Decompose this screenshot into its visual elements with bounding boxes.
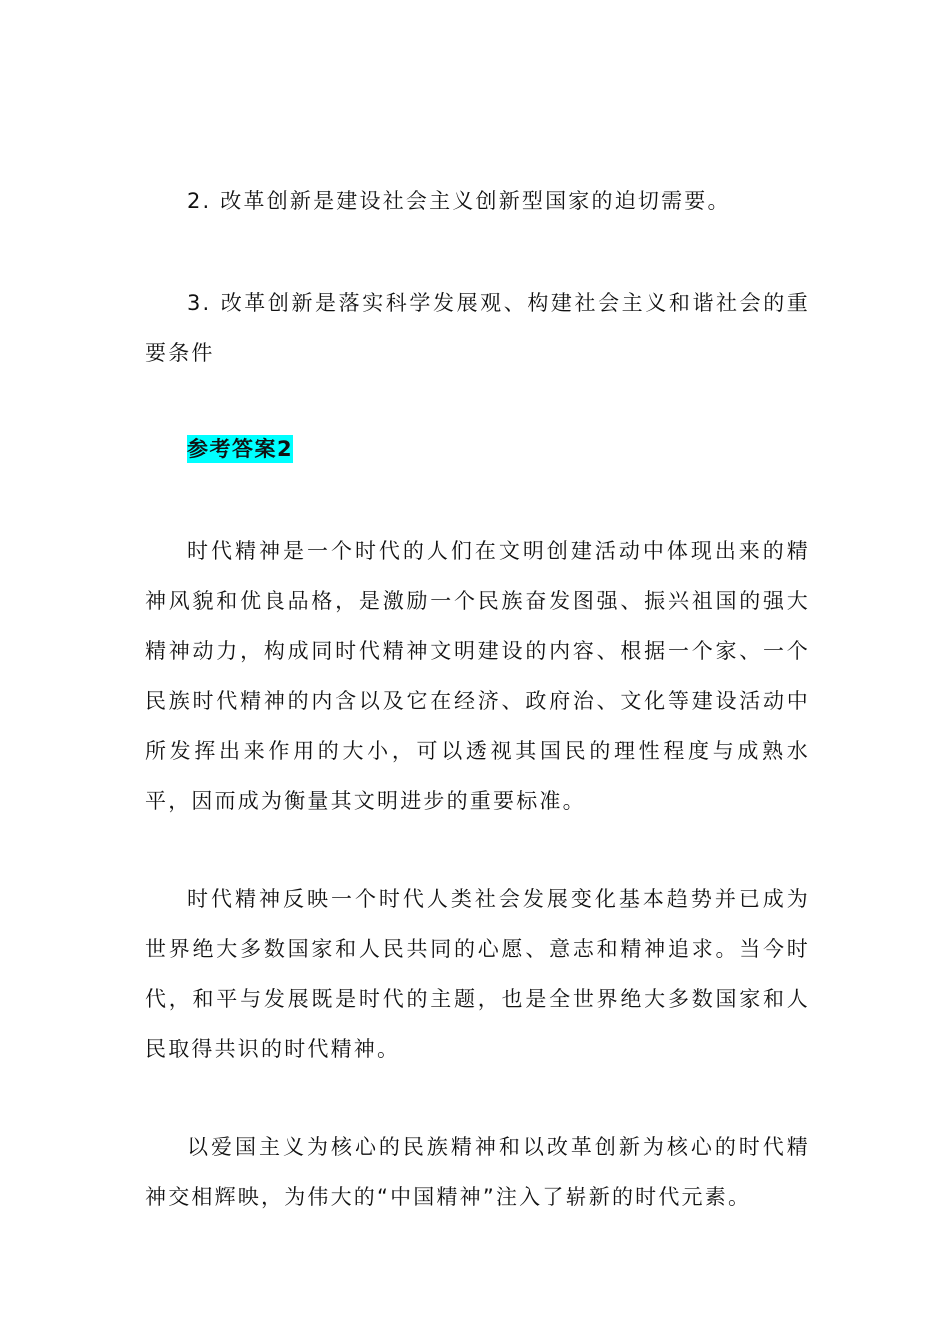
- paragraph-point-2: 2. 改革创新是建设社会主义创新型国家的迫切需要。: [187, 189, 731, 213]
- paragraph-era-spirit-definition: 时代精神是一个时代的人们在文明创建活动中体现出来的精神风貌和优良品格，是激励一个民族奋发图强、振兴祖国的强大精神动力，构成同时代精神文明建设的内容、根据一个家、一个民族时代精神的内含以及它在经济、政府治、文化等建设活动中所发挥出来作用的大小，可以透视其国民的理性程度与成熟水平，因而成为衡量其文明进步的重要标准。: [145, 539, 810, 813]
- answer-heading-highlight: 参考答案2: [187, 437, 294, 461]
- answer-heading: [187, 432, 293, 466]
- paragraph-era-spirit-trend: 时代精神反映一个时代人类社会发展变化基本趋势并已成为世界绝大多数国家和人民共同的心愿、意志和精神追求。当今时代，和平与发展既是时代的主题，也是全世界绝大多数国家和人民取得共识的时代精神。: [145, 887, 810, 1061]
- paragraph-point-3: 3. 改革创新是落实科学发展观、构建社会主义和谐社会的重要条件: [145, 291, 810, 365]
- paragraph-china-spirit: 以爱国主义为核心的民族精神和以改革创新为核心的时代精神交相辉映，为伟大的“中国精神”注入了崭新的时代元素。: [145, 1135, 810, 1209]
